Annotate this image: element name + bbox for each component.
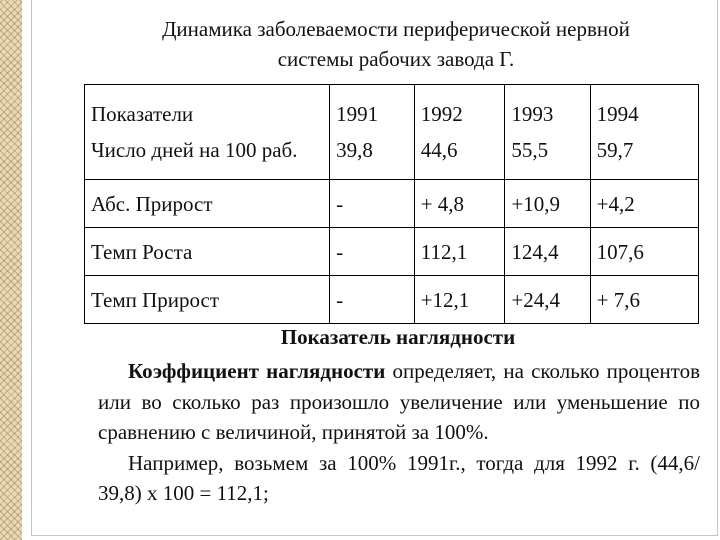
table-cell: - [330, 180, 415, 228]
table-cell: 112,1 [414, 228, 505, 276]
table-cell: +10,9 [505, 180, 590, 228]
morbidity-table [84, 84, 699, 324]
definition-text: определяет, на сколько процентов или во сколько раз произошло увеличение или уменьшение по сравнению с величиной, принятой за 100%. [98, 359, 701, 444]
table-cell: + 4,8 [414, 180, 505, 228]
table-cell: +24,4 [505, 276, 590, 324]
days-value: 55,5 [511, 138, 549, 162]
table-row [85, 276, 699, 324]
year-label: 1994 [596, 102, 639, 126]
term-bold: Коэффициент наглядности [128, 359, 386, 383]
header-label-bottom: Число дней на 100 раб. [91, 138, 298, 162]
title-line-1: Динамика заболеваемости периферической нервной [162, 17, 630, 41]
paragraph-example [98, 448, 700, 509]
year-cell [414, 85, 505, 180]
days-value: 44,6 [420, 138, 458, 162]
page-title [86, 14, 706, 74]
title-line-2: системы рабочих завода Г. [277, 47, 515, 71]
table-cell: +12,1 [414, 276, 505, 324]
table-cell: + 7,6 [590, 276, 698, 324]
table-cell: 124,4 [505, 228, 590, 276]
year-label: 1992 [420, 102, 463, 126]
table-cell: 107,6 [590, 228, 698, 276]
header-label-top: Показатели [91, 102, 194, 126]
table-row [85, 180, 699, 228]
decorative-sidebar [0, 0, 22, 540]
row-label: Темп Прирост [85, 276, 330, 324]
year-label: 1991 [336, 102, 379, 126]
days-value: 39,8 [336, 138, 373, 162]
year-cell [590, 85, 698, 180]
row-label: Темп Роста [85, 228, 330, 276]
row-label: Абс. Прирост [85, 180, 330, 228]
example-text: Например, возьмем за 100% 1991г., тогда для 1992 г. (44,6/ 39,8) х 100 = 112,1; [98, 450, 700, 505]
table-header-row [85, 85, 699, 180]
explanation-text [98, 356, 700, 509]
year-cell [330, 85, 415, 180]
subheading: Показатель наглядности [280, 325, 516, 349]
year-cell [505, 85, 590, 180]
table-cell: +4,2 [590, 180, 698, 228]
header-label-cell [85, 85, 330, 180]
year-label: 1993 [511, 102, 554, 126]
days-value: 59,7 [596, 138, 634, 162]
paragraph-definition [98, 356, 700, 448]
table-row [85, 228, 699, 276]
table-cell: - [330, 228, 415, 276]
table-cell: - [330, 276, 415, 324]
